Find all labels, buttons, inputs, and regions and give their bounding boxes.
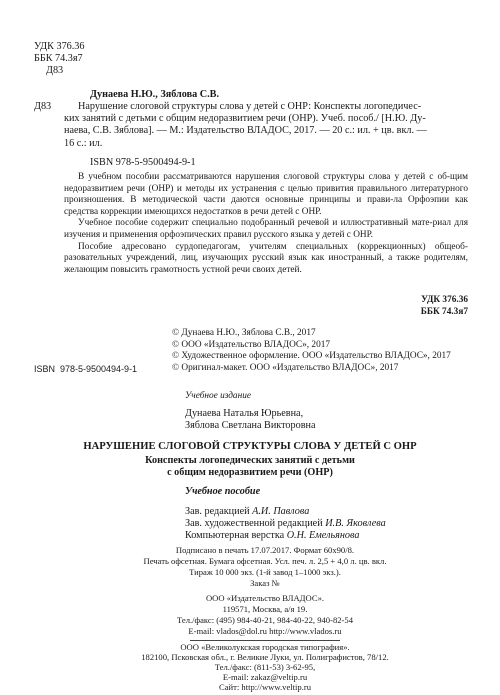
printer-line: 182100, Псковская обл., г. Великие Луки, ул. Полиграфистов, 78/12.: [141, 652, 389, 662]
editor-name: А.И. Павлова: [252, 506, 310, 517]
copyright-line: © Оригинал-макет. ООО «Издательство ВЛАДОС», 2017: [172, 362, 399, 373]
abstract: [64, 172, 468, 276]
print-info: [100, 545, 430, 589]
copyright-isbn: ISBN 978-5-9500494-9-1: [34, 364, 138, 374]
biblio-description: [64, 101, 466, 150]
abstract-paragraph: Учебное пособие содержит специально подобранный речевой и иллюстративный мате-риал для изучения и применения орфоэпических правил русского языка у детей с ОНР.: [64, 218, 468, 240]
author-mark: Д83: [46, 65, 64, 76]
copyright-line: © Дунаева Н.Ю., Зяблова С.В., 2017: [172, 328, 316, 338]
biblio-line: Нарушение слоговой структуры слова у детей с ОНР: Конспекты логопедичес-: [78, 101, 422, 112]
divider: [190, 640, 340, 641]
publisher-line: 119571, Москва, а/я 19.: [222, 604, 308, 614]
editor-name: О.Н. Емельянова: [286, 530, 360, 542]
biblio-authors: Дунаева Н.Ю., Зяблова С.В.: [90, 89, 219, 100]
subtitle-line: с общим недоразвитием речи (ОНР): [167, 467, 333, 479]
biblio-isbn: ISBN 978-5-9500494-9-1: [90, 157, 196, 168]
biblio-mark: Д83: [34, 101, 52, 112]
author-name: Дунаева Наталья Юрьевна,: [185, 408, 304, 419]
editor-line: [185, 518, 386, 530]
printer-line: Сайт: http://www.veltip.ru: [218, 682, 312, 692]
editor-name: И.В. Яковлева: [325, 518, 386, 530]
publisher-info: [120, 593, 410, 637]
copyright-line: © Художественное оформление. ООО «Издательство ВЛАДОС», 2017: [172, 351, 451, 362]
print-line: Заказ №: [250, 578, 280, 588]
biblio-line: наева, С.В. Зяблова]. — М.: Издательство ВЛАДОС, 2017. — 20 с.: ил. + цв. вкл. —: [64, 125, 427, 137]
edition-type: Учебное издание: [185, 391, 251, 401]
udk-code: УДК 376.36: [34, 41, 85, 52]
printer-line: ООО «Великолукская городская типография».: [180, 642, 350, 652]
printer-line: E-mail: zakaz@veltip.ru: [222, 672, 308, 682]
editor-role: Зав. редакцией: [185, 506, 253, 517]
print-line: Тираж 10 000 экз. (1-й завод 1–1000 экз.).: [189, 567, 341, 577]
publisher-line: ООО «Издательство ВЛАДОС».: [205, 593, 325, 603]
book-subtitle: [50, 455, 450, 479]
biblio-line: 16 с.: ил.: [64, 137, 103, 149]
editor-role: Компьютерная верстка: [185, 530, 287, 542]
print-line: Печать офсетная. Бумага офсетная. Усл. печ. л. 2,5 + 4,0 л. цв. вкл.: [143, 556, 387, 566]
subtitle-line: Конспекты логопедических занятий с детьми: [145, 455, 355, 466]
bbk-code: ББК 74.3я7: [34, 53, 83, 64]
abstract-udk: УДК 376.36: [421, 295, 468, 305]
printer-line: Тел./факс: (811-53) 3-62-95,: [214, 662, 316, 672]
author-name: Зяблова Светлана Викторовна: [185, 420, 316, 432]
abstract-bbk: ББК 74.3я7: [420, 307, 468, 317]
authors-full: [185, 408, 315, 432]
copyright-line: © ООО «Издательство ВЛАДОС», 2017: [172, 339, 331, 350]
editor-role: Зав. художественной редакцией: [185, 518, 326, 530]
editors: [185, 506, 386, 543]
printer-info: [100, 642, 430, 692]
print-line: Подписано в печать 17.07.2017. Формат 60х90/8.: [175, 545, 355, 555]
editor-line: [185, 530, 386, 542]
abstract-paragraph: Пособие адресовано сурдопедагогам, учителям специальных (коррекционных) общеоб-разовательных учреждений, лиц, изучающих русский язык как иностранный, а также родителям, желающим повысить грамотность устной речи своих детей.: [64, 241, 468, 275]
biblio-line: ких занятий с детьми с общим недоразвитием речи (ОНР). Учеб. пособ./ [Н.Ю. Ду-: [64, 113, 426, 125]
publisher-line: Тел./факс: (495) 984-40-21, 984-40-22, 940-82-54: [176, 615, 354, 625]
copyright-block: [172, 328, 451, 374]
book-type: Учебное пособие: [185, 486, 261, 497]
editor-line: [185, 506, 386, 518]
book-title: НАРУШЕНИЕ СЛОГОВОЙ СТРУКТУРЫ СЛОВА У ДЕТЕЙ С ОНР: [83, 441, 417, 452]
abstract-paragraph: В учебном пособии рассматриваются нарушения слоговой структуры слова у детей с об-щим недоразвитием речи (ОНР) и методы их устранения с целью привития правильного литературного произношения. В методической части даются основные принципы и прави-ла Орфоэпии как средства коррекции имеющихся недостатков в речи детей с ОНР.: [64, 172, 468, 217]
publisher-line: E-mail: vlados@dol.ru http://www.vlados.ru: [188, 626, 342, 636]
